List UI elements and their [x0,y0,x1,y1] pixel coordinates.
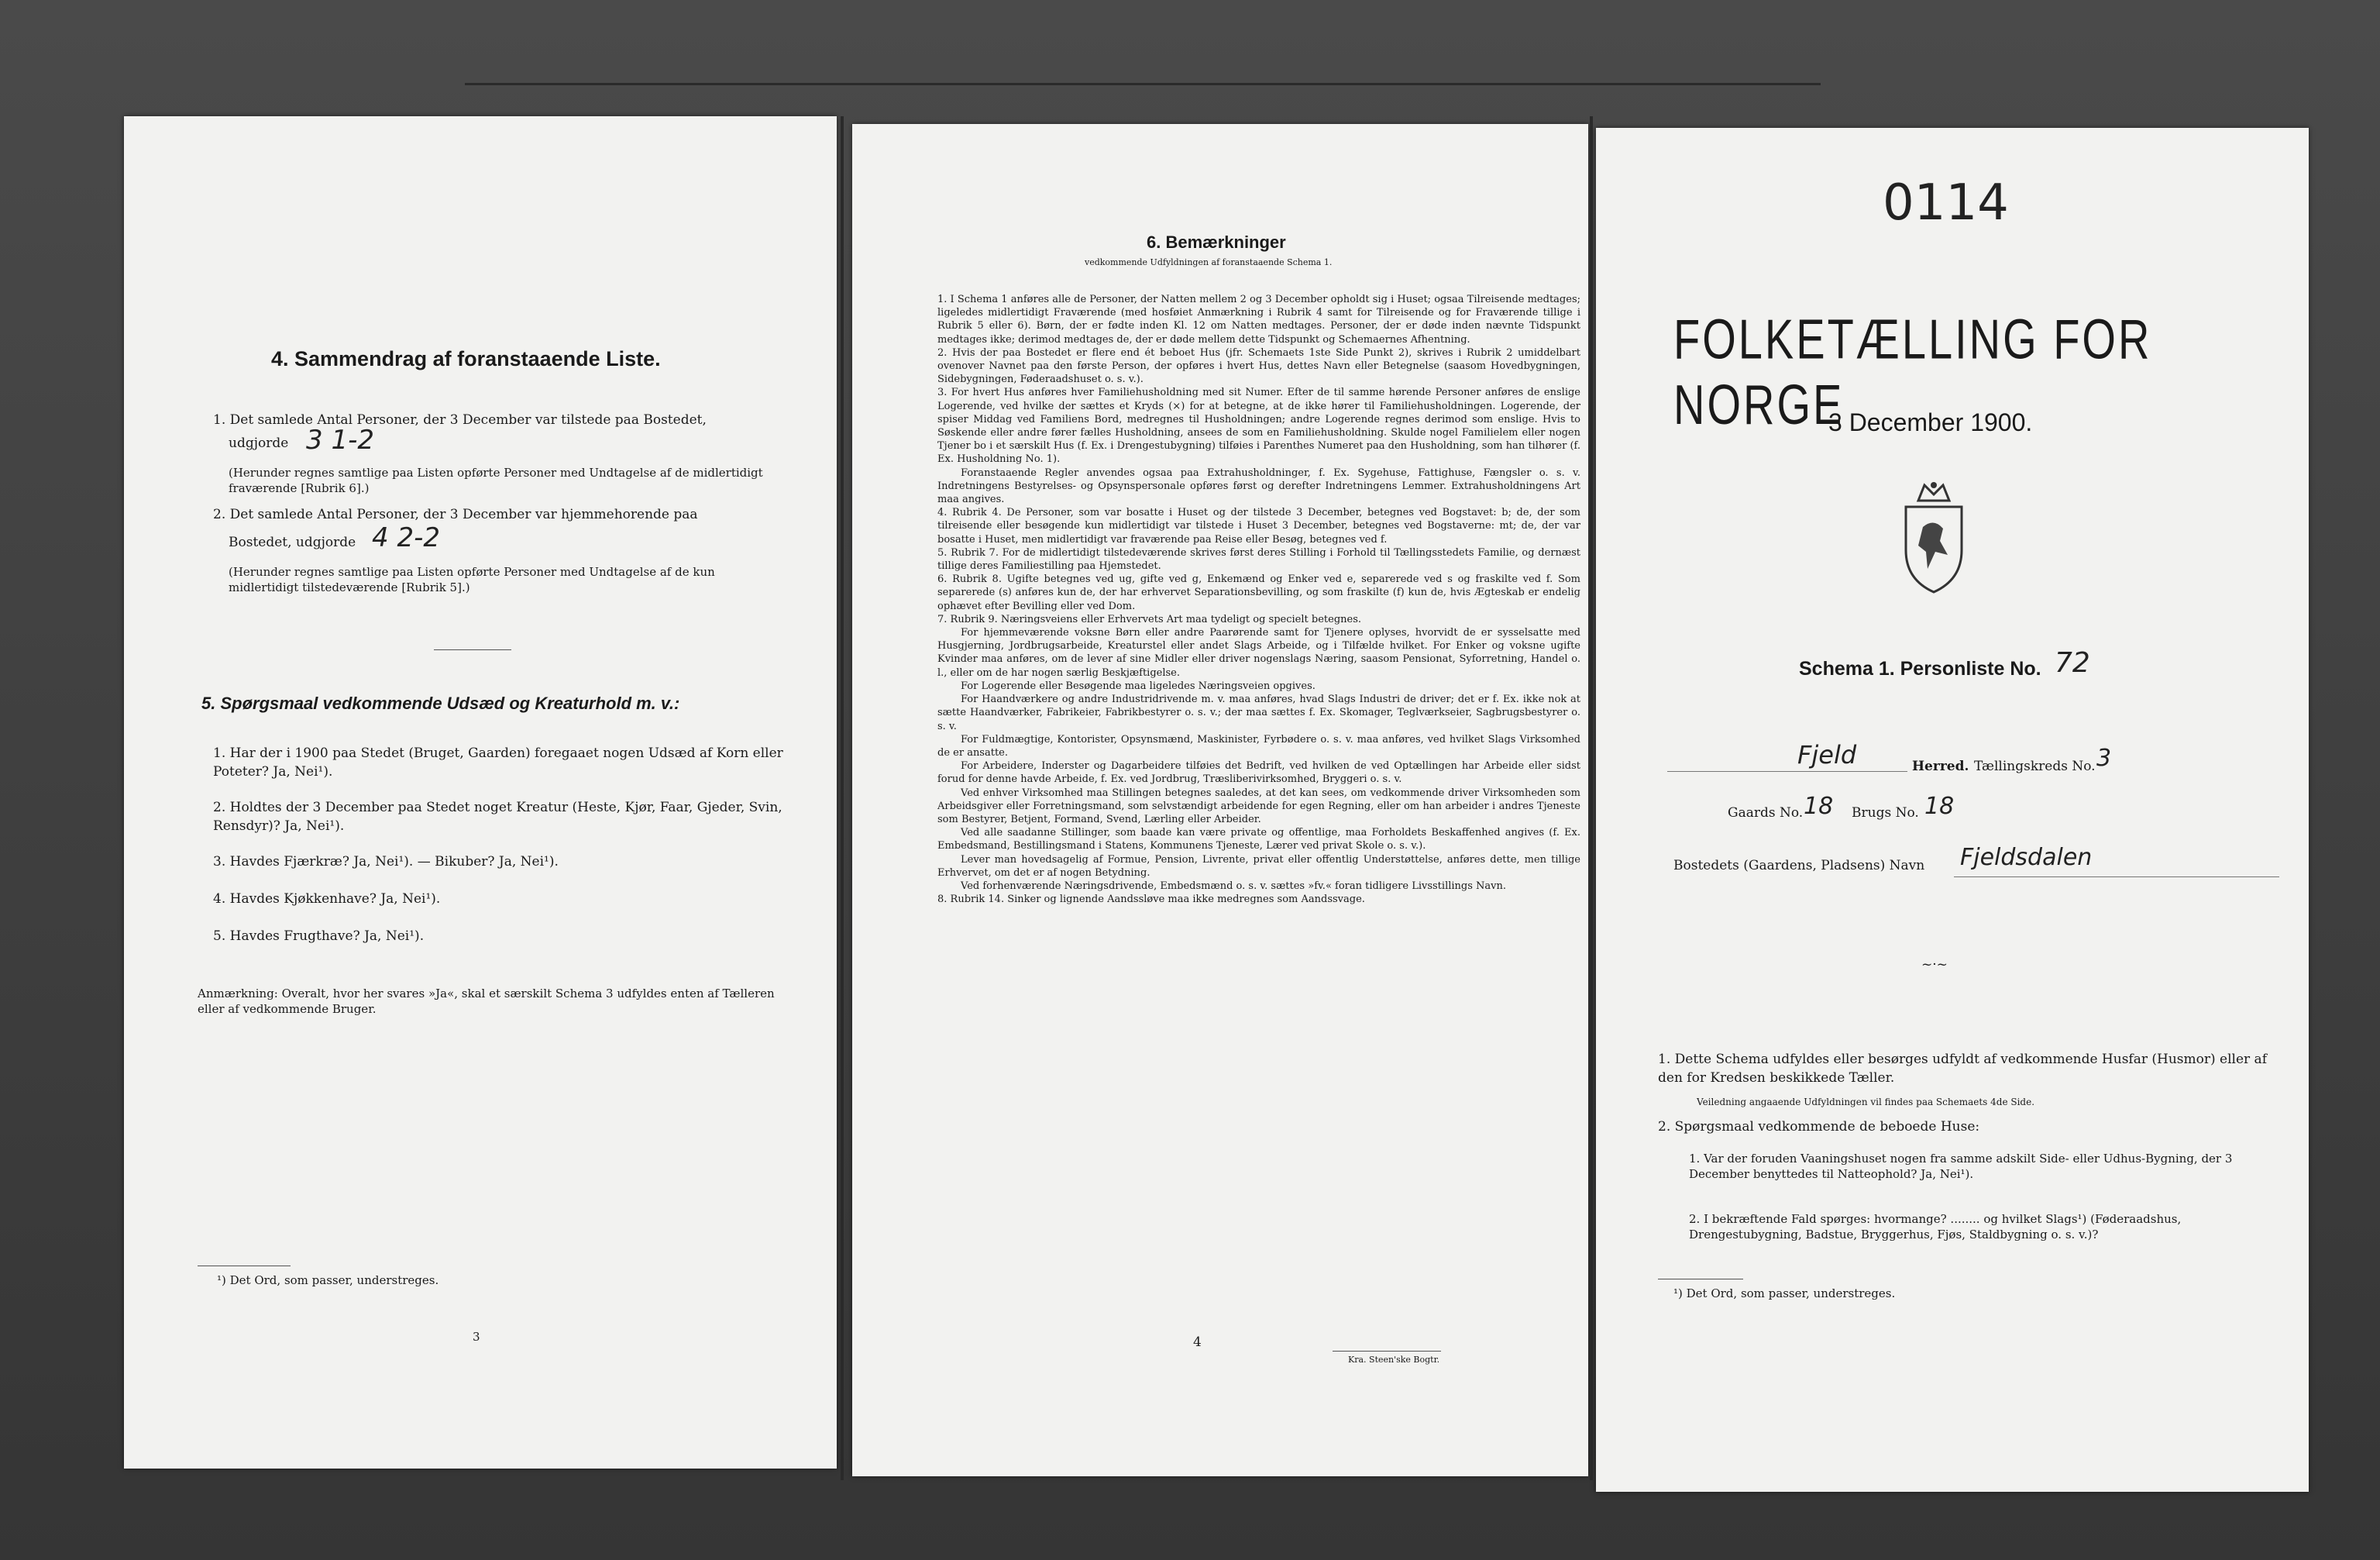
remarks-subtitle: vedkommende Udfyldningen af foranstaaende Schema 1. [1085,257,1333,267]
middle-page [852,124,1588,1476]
schema-number: 72 [2055,647,2090,679]
herred-value: Fjeld [1797,740,1857,770]
sec5-item-2: 2. Holdtes der 3 December paa Stedet noget Kreatur (Heste, Kjør, Faar, Gjeder, Svin, Rensdyr)? Ja, Nei¹). [213,800,782,834]
remark-para: For hjemmeværende voksne Børn eller andre Paarørende samt for Tjenere oplyses, hvorvidt de er sysselsatte med Husgjerning, Jordbrugsarbeide, Kreaturstel eller andet Slags Arbeide, og i Tilfælde hvilket. For Enker og voksne ugifte Kvinder maa anføres, om de lever af sine Midler eller driver nogenslags Næring, saasom Pensionat, Syforretning, Handel o. l., eller om de har nogen særlig Beskjæftigelse. [937,627,1580,679]
schema-label: Schema 1. Personliste No. [1799,658,2041,680]
kreds-value: 3 [2096,745,2112,772]
left-page [124,116,837,1469]
footnote: ¹) Det Ord, som passer, understreges. [217,1273,439,1287]
instruction-2-2: 2. I bekræftende Fald spørges: hvormange? ........ og hvilket Slags¹) (Føderaadshus, Drengestubygning, Badstue, Bryggerhus, Fjøs, Staldbygning o. s. v.)? [1689,1212,2182,1241]
remark-para: For Haandværkere og andre Industridrivende m. v. maa anføres, hvad Slags Industri de driver; det er f. Ex. ikke nok at sætte Haandværker, Fabrikeier, Fabrikbestyrer o. s. v.; der maa sættes f. Ex. Skomager, Teglværkseier, Sagbrugsbestyrer o. s. v. [937,694,1580,732]
remarks-title: 6. Bemærkninger [1147,232,1286,252]
remark-para: Ved enhver Virksomhed maa Stillingen betegnes saaledes, at det kan sees, om vedkommende driver Virksomheden som Arbeidsgiver eller Forretningsmand, som selvstændigt arbeidende for egen Regning, eller om han arbeider i andres Tjeneste som Bestyrer, Betjent, Formand, Svend, Lærling eller Arbeider. [937,787,1580,825]
gaards-value: 18 [1804,793,1834,820]
instruction-2-1: 1. Var der foruden Vaaningshuset nogen fra samme adskilt Side- eller Udhus-Bygning, der 3 December benyttedes til Natteophold? Ja, Nei¹). [1689,1152,2233,1181]
printer-imprint: Kra. Steen'ske Bogtr. [1348,1355,1440,1365]
page-fold-right [1590,116,1593,1480]
right-page [1596,128,2309,1492]
summary-title: 4. Sammendrag af foranstaaende Liste. [271,347,661,370]
remark-para: Ved alle saadanne Stillinger, som baade kan være private og offentlige, maa Forholdets Beskaffenhed angives (f. Ex. Embedsmand, Bestillingsmand i Statens, Kommunens Tjeneste, Lærer ved privat Skole o. s. v.). [937,827,1580,852]
remark-para: 2. Hvis der paa Bostedet er flere end ét beboet Hus (jfr. Schemaets 1ste Side Punkt 2), skrives i Rubrik 2 umiddelbart ovenover Navnet paa den første Person, der opføres i hvert Hus, dettes Navn eller Betegnelse (saasom Hovedbygningen, Sidebygningen, Føderaadshuset o. s. v.). [937,346,1580,386]
q2-value: 4 2-2 [372,522,440,553]
page-number: 4 [1193,1334,1202,1350]
remark-para: 7. Rubrik 9. Næringsveiens eller Erhvervets Art maa tydeligt og specielt betegnes. [937,613,1362,625]
herred-label: Herred. [1912,759,1969,774]
sec5-item-1: 1. Har der i 1900 paa Stedet (Bruget, Gaarden) foregaaet nogen Udsæd af Korn eller Poteter? Ja, Nei¹). [213,746,783,780]
kreds-label: Tællingskreds No. [1974,759,2096,774]
footnote: ¹) Det Ord, som passer, understreges. [1673,1286,1896,1300]
instruction-2: 2. Spørgsmaal vedkommende de beboede Huse: [1658,1119,1980,1135]
remark-para: 5. Rubrik 7. For de midlertidigt tilstedeværende skrives først deres Stilling i Forhold til Tællingsstedets Familie, og dernæst tillige deres Familiestilling paa Hjemstedet. [937,546,1580,573]
remark-para: 6. Rubrik 8. Ugifte betegnes ved ug, gifte ved g, Enkemænd og Enker ved e, separerede ved s og fraskilte ved f. Som separerede (s) anføres kun de, der har erhvervet Separationsbevilling, og som fraskilte (f) kun de, hvis Ægteskab er endelig ophævet efter Bevilling eller ved Dom. [937,573,1580,612]
remark-para: For Logerende eller Besøgende maa ligeledes Næringsveien opgives. [961,680,1316,692]
herred-line [1667,771,1907,772]
remark-para: Lever man hovedsagelig af Formue, Pension, Livrente, privat eller offentlig Understøttelse, anføres dette, men tillige Erhvervet, om det er af nogen Betydning. [937,853,1580,879]
remark-para: 3. For hvert Hus anføres hver Familiehusholdning med sit Numer. Efter de til samme hørende Personer anføres de enslige Logerende, ved hvilke der sættes et Kryds (×) for at betegne, at de ikke hører til Familiehusholdningen. Logerende, der spiser Middag ved Familiens Bord, medregnes til Husholdningen; andre Logerende regnes derimod som enslige. Hvis to Søskende eller andre fører fælles Husholdning, ansees de som en Familiehusholdning. Skulde nogel Familielem eller nogen Tjener bo i et særskilt Hus (f. Ex. i Drengestubygning) tilføies i Parenthes Numeret paa den Husholdning, som han tilhører (f. Ex. Husholdning No. 1). [937,387,1580,466]
q2-line: 2. Det samlede Antal Personer, der 3 December var hjemmehorende paa [213,507,698,522]
sec5-item-3: 3. Havdes Fjærkræ? Ja, Nei¹). — Bikuber? Ja, Nei¹). [213,854,559,870]
archive-number: 0114 [1883,174,2009,232]
remark-para: For Arbeidere, Inderster og Dagarbeidere tilføies det Bedrift, ved hvilken de ved Optællingen har Arbeide eller sidst forud for denne havde Arbeide, f. Ex. ved Jordbrug, Træsliberivirksomhed, Bryggeri o. s. v. [937,760,1580,786]
remark-para: Foranstaaende Regler anvendes ogsaa paa Extrahusholdninger, f. Ex. Sygehuse, Fattighuse, Fængsler o. s. v. Indretningens Bestyrelses- og Opsynspersonale opføres først og derefter Indretningens Lemmer. Extrahusholdningens Art maa angives. [937,467,1580,506]
page-number: 3 [473,1330,480,1344]
sec5-item-4: 4. Havdes Kjøkkenhave? Ja, Nei¹). [213,891,441,907]
remark-para: 8. Rubrik 14. Sinker og lignende Aandssløve maa ikke medregnes som Aandssvage. [937,894,1365,906]
brugs-value: 18 [1924,793,1955,820]
printer-rule [1333,1351,1441,1352]
ornament: ~·~ [1921,957,1948,973]
q2-note: (Herunder regnes samtlige paa Listen opførte Personer med Undtagelse af de kun midlertidigt tilstedeværende [Rubrik 5].) [229,565,715,594]
remarks-body [937,293,1580,906]
page-fold-left [841,116,844,1480]
norway-coat-of-arms-icon [1897,480,1971,597]
divider [434,649,511,650]
q1-line: 1. Det samlede Antal Personer, der 3 December var tilstede paa Bostedet, [213,412,707,428]
bosted-line [1954,876,2279,877]
remark-para: Ved forhenværende Næringsdrivende, Embedsmænd o. s. v. sættes »fv.« foran tidligere Livsstillings Navn. [961,880,1507,892]
brugs-label: Brugs No. [1852,805,1919,821]
q1-note: (Herunder regnes samtlige paa Listen opførte Personer med Undtagelse af de midlertidigt fraværende [Rubrik 6].) [229,466,763,495]
sec5-title: 5. Spørgsmaal vedkommende Udsæd og Kreaturhold m. v.: [201,694,680,713]
q1-prefix: udgjorde [229,436,289,451]
remark-para: For Fuldmægtige, Kontorister, Opsynsmænd, Maskinister, Fyrbødere o. s. v. maa anføres, ved hvilket Slags Virksomhed de er ansatte. [937,733,1580,759]
instruction-1-note: Veiledning angaaende Udfyldningen vil findes paa Schemaets 4de Side. [1697,1097,2035,1107]
sec5-item-5: 5. Havdes Frugthave? Ja, Nei¹). [213,928,425,944]
gaards-label: Gaards No. [1728,805,1804,821]
q2-prefix: Bostedet, udgjorde [229,535,356,550]
census-date: 3 December 1900. [1828,408,2033,436]
bosted-label: Bostedets (Gaardens, Pladsens) Navn [1673,858,1925,873]
bosted-value: Fjeldsdalen [1960,844,2093,871]
top-rule [465,83,1821,85]
instruction-1: 1. Dette Schema udfyldes eller besørges udfyldt af vedkommende Husfar (Husmor) eller af den for Kredsen beskikkede Tæller. [1658,1052,2267,1086]
census-title: FOLKETÆLLING FOR NORGE [1673,307,2152,436]
q1-value: 3 1-2 [306,425,374,456]
remark-para: 4. Rubrik 4. De Personer, som var bosatte i Huset og der tilstede 3 December, betegnes ved Bogstavet: b; de, der som tilreisende eller besøgende kun midlertidigt var tilstede i Huset 3 December, betegnes ved Bogstaverne: mt; de, der var bosatte i Huset, men midlertidigt var fraværende paa Reise eller Besøg, betegnes ved f. [937,507,1580,546]
remark-para: 1. I Schema 1 anføres alle de Personer, der Natten mellem 2 og 3 December opholdt sig i Huset; ogsaa Tilreisende medtages; ligeledes midlertidigt Fraværende (med hosføiet Anmærkning i Rubrik 4 samt for Tilreisende og for Fraværende tillige i Rubrik 5 eller 6). Børn, der er fødte inden Kl. 12 om Natten medtages. Personer, der er døde inden nævnte Tidspunkt medtages ikke; derimod medtages de, der er døde mellem dette Tidspunkt og Schemaernes Afhentning. [937,294,1580,346]
remark: Anmærkning: Overalt, hvor her svares »Ja«, skal et særskilt Schema 3 udfyldes enten af Tælleren eller af vedkommende Bruger. [198,987,775,1016]
